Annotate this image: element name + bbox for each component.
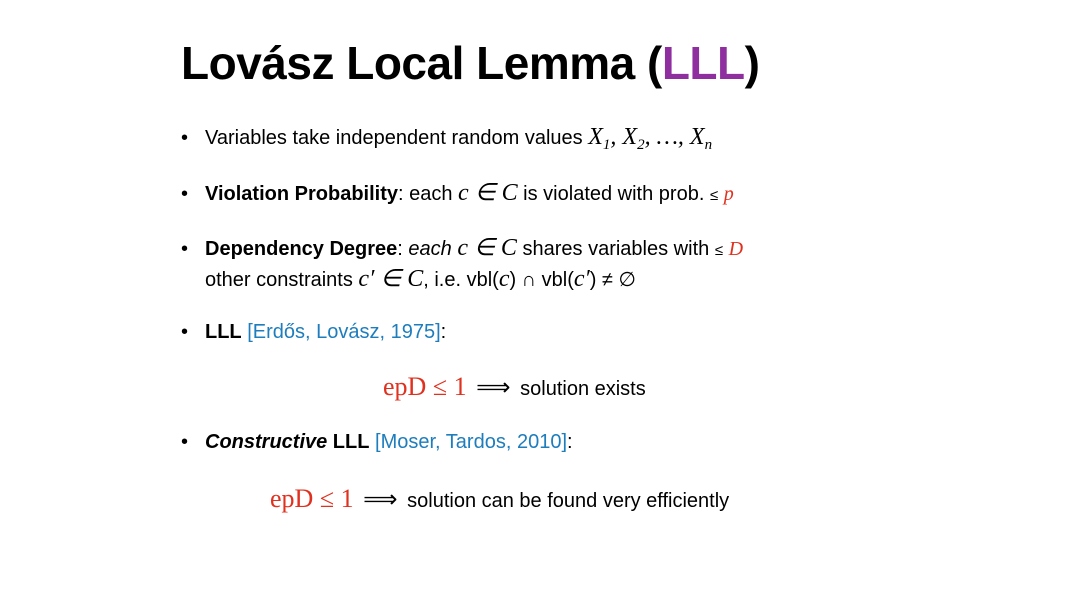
variables-text: Variables take independent random values xyxy=(205,127,589,149)
bullet-dot: • xyxy=(181,127,189,149)
dependency-text-1: : xyxy=(397,238,409,260)
bullet-dot: • xyxy=(181,238,189,260)
title-suffix: ) xyxy=(744,37,760,89)
dependency-line2-b: , i.e. xyxy=(423,269,467,291)
variables-formula: $X_1$, $X_2$, …, $X_n$ xyxy=(588,124,713,153)
lll-citation: [Erdős, Lovász, 1975] xyxy=(247,321,441,343)
dependency-formula-2: c′ ∈ C xyxy=(358,266,424,292)
violation-text-1: : each xyxy=(398,183,459,205)
implies-icon: ⟹ xyxy=(476,374,511,401)
bullet-variables xyxy=(181,122,712,160)
constructive-label: Constructive xyxy=(205,431,328,453)
violation-text-2: is violated with prob. xyxy=(517,183,710,205)
dependency-leq: ≤ xyxy=(714,242,724,259)
dependency-formula-3: vbl(c) ∩ vbl(c′) ≠ ∅ xyxy=(466,266,636,292)
lll-colon: : xyxy=(440,321,447,343)
lll-condition: epD ≤ 1 xyxy=(383,372,467,401)
violation-formula: c ∈ C xyxy=(458,180,518,206)
dependency-each: each xyxy=(408,238,452,260)
dependency-text-2: shares variables with xyxy=(516,238,715,260)
bullet-violation xyxy=(181,178,734,211)
lll-label: LLL xyxy=(205,321,242,343)
violation-p: p xyxy=(723,183,734,205)
lll-result: solution exists xyxy=(520,378,646,400)
bullet-constructive xyxy=(181,427,573,457)
constructive-condition: epD ≤ 1 xyxy=(270,484,354,513)
lll-formula xyxy=(383,372,646,402)
constructive-formula xyxy=(270,484,729,514)
bullet-dependency xyxy=(181,233,743,295)
dependency-label: Dependency Degree xyxy=(205,238,398,260)
constructive-lll-label: LLL xyxy=(327,431,370,453)
dependency-formula: c ∈ C xyxy=(457,235,517,261)
bullet-lll xyxy=(181,317,446,347)
bullet-dot: • xyxy=(181,183,189,205)
title-accent: LLL xyxy=(661,37,745,89)
constructive-result: solution can be found very efficiently xyxy=(407,490,730,512)
violation-label: Violation Probability xyxy=(205,183,398,205)
implies-icon: ⟹ xyxy=(363,486,398,513)
bullet-dot: • xyxy=(181,431,189,453)
constructive-colon: : xyxy=(567,431,573,453)
constructive-citation: [Moser, Tardos, 2010] xyxy=(375,431,567,453)
bullet-dot: • xyxy=(181,321,189,343)
dependency-line2-a: other constraints xyxy=(205,269,359,291)
violation-leq: ≤ xyxy=(709,187,719,204)
dependency-D: D xyxy=(728,238,744,260)
title-prefix: Lovász Local Lemma ( xyxy=(181,37,662,89)
slide-title xyxy=(181,36,759,90)
